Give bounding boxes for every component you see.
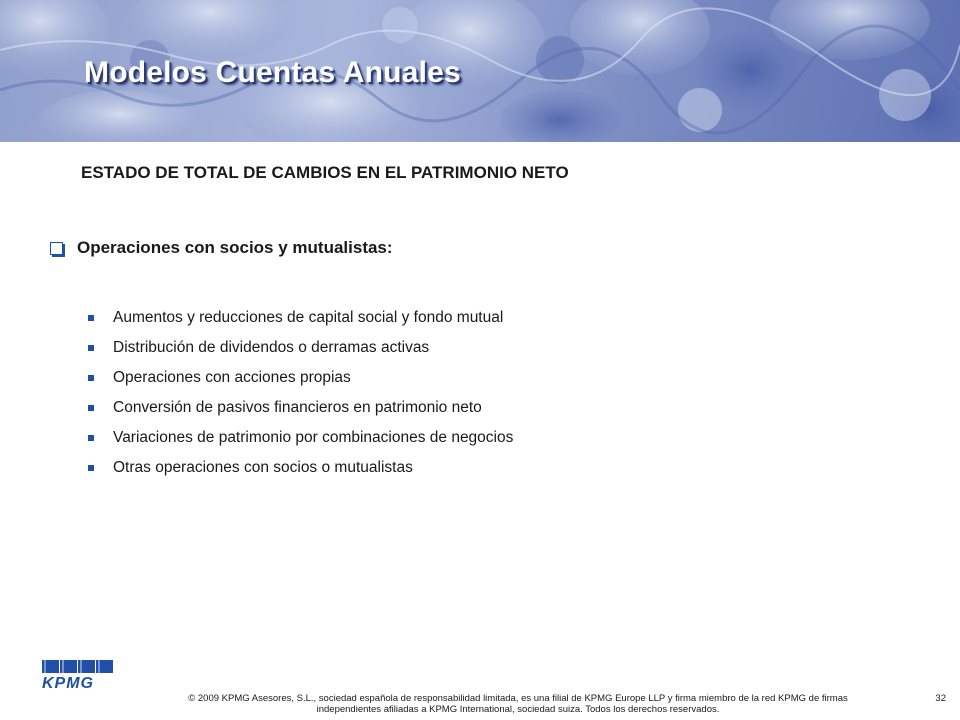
sub-bullet-item — [88, 333, 513, 363]
slide-title: Modelos Cuentas Anuales — [84, 56, 461, 89]
checkbox-icon — [50, 242, 63, 255]
kpmg-logo — [42, 660, 114, 690]
sub-bullet-list — [88, 303, 513, 483]
sub-bullet-text: Distribución de dividendos o derramas activas — [113, 339, 430, 356]
svg-text:KPMG: KPMG — [42, 675, 94, 690]
section-heading: ESTADO DE TOTAL DE CAMBIOS EN EL PATRIMONIO NETO — [81, 163, 569, 182]
square-bullet-icon — [88, 405, 94, 411]
copyright-footer — [140, 693, 896, 715]
sub-bullet-text: Otras operaciones con socios o mutualistas — [113, 459, 413, 476]
main-bullet-text: Operaciones con socios y mutualistas: — [77, 238, 393, 257]
square-bullet-icon — [88, 345, 94, 351]
sub-bullet-item — [88, 453, 513, 483]
sub-bullet-text: Variaciones de patrimonio por combinaciones de negocios — [113, 429, 514, 446]
page-number: 32 — [935, 693, 946, 704]
square-bullet-icon — [88, 315, 94, 321]
sub-bullet-text: Operaciones con acciones propias — [113, 369, 351, 386]
sub-bullet-item — [88, 423, 513, 453]
sub-bullet-text: Aumentos y reducciones de capital social y fondo mutual — [113, 309, 504, 326]
copyright-line: independientes afiliadas a KPMG International, sociedad suiza. Todos los derechos reservados. — [316, 704, 720, 715]
square-bullet-icon — [88, 435, 94, 441]
main-bullet — [50, 238, 393, 258]
square-bullet-icon — [88, 465, 94, 471]
sub-bullet-text: Conversión de pasivos financieros en patrimonio neto — [113, 399, 482, 416]
sub-bullet-item — [88, 363, 513, 393]
sub-bullet-item — [88, 303, 513, 333]
sub-bullet-item — [88, 393, 513, 423]
square-bullet-icon — [88, 375, 94, 381]
copyright-line: © 2009 KPMG Asesores, S.L., sociedad española de responsabilidad limitada, es una filial de KPMG Europe LLP y firma miembro de la red KPMG de firmas — [188, 693, 848, 704]
puzzle-banner — [0, 0, 960, 142]
